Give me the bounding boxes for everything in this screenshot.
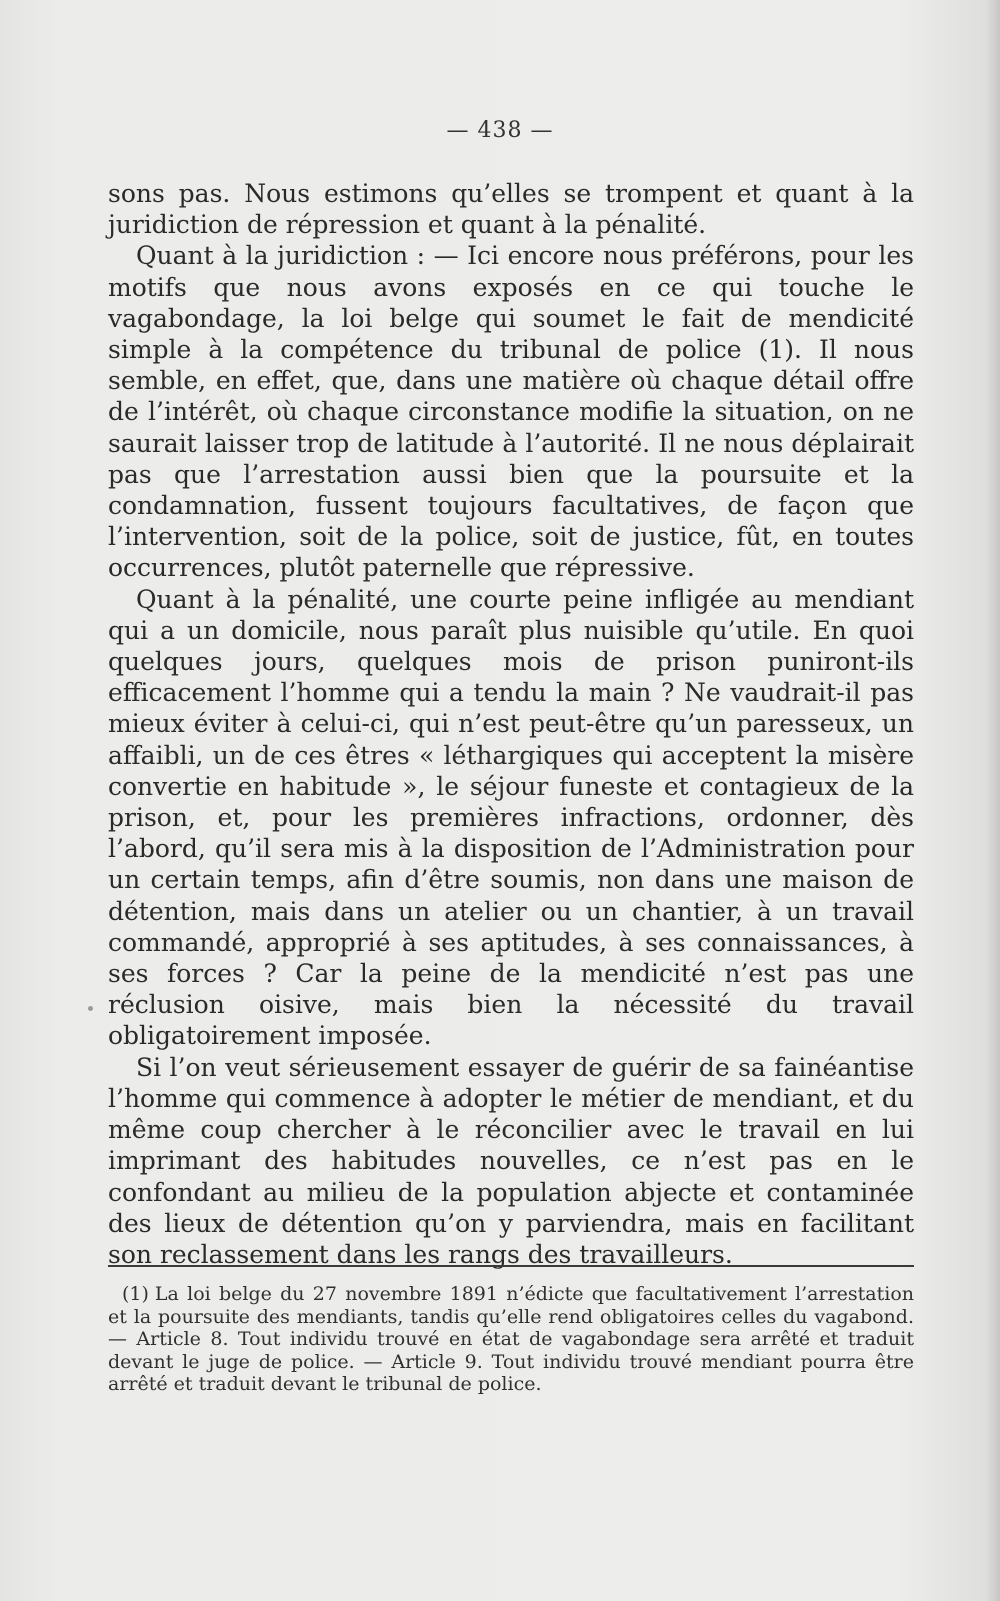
footnote-rule xyxy=(108,1265,914,1267)
footnote-text: La loi belge du 27 novembre 1891 n’édicte que facultativement l’arrestation et la poursuite des mendiants, tandis qu’elle rend obligatoires celles du vagabond. — Article 8. Tout individu trouvé en état de vagabondage sera arrêté et traduit devant le juge de police. — Article 9. Tout individu trouvé mendiant pourra être arrêté et traduit devant le tribunal de police. xyxy=(108,1283,914,1396)
body-text xyxy=(108,178,914,1270)
ink-speck xyxy=(88,1006,93,1011)
paragraph-penalite: Quant à la pénalité, une courte peine infligée au mendiant qui a un domicile, nous paraît plus nuisible qu’utile. En quoi quelques jours, quelques mois de prison puniront-ils efficacement l’homme qui a tendu la main ? Ne vaudrait-il pas mieux éviter à celui-ci, qui n’est peut-être qu’un paresseux, un affaibli, un de ces êtres « léthargiques qui acceptent la misère convertie en habitude », le séjour funeste et contagieux de la prison, et, pour les premières infractions, ordonner, dès l’abord, qu’il sera mis à la disposition de l’Administration pour un certain temps, afin d’être soumis, non dans une maison de détention, mais dans un atelier ou un chantier, à un travail commandé, approprié à ses aptitudes, à ses connaissances, à ses forces ? Car la peine de la mendicité n’est pas une réclusion oisive, mais bien la nécessité du travail obligatoirement imposée. xyxy=(108,584,914,1051)
paragraph-reclassement: Si l’on veut sérieusement essayer de guérir de sa fainéantise l’homme qui commence à adopter le métier de mendiant, et du même coup chercher à le réconcilier avec le travail en lui imprimant des habitudes nouvelles, ce n’est pas en le confondant au milieu de la population abjecte et contaminée des lieux de détention qu’on y parviendra, mais en facilitant son reclassement dans les rangs des travailleurs. xyxy=(108,1052,914,1269)
page-number: — 438 — xyxy=(446,118,554,143)
page-edge-shadow xyxy=(986,0,1000,1601)
footnote xyxy=(108,1283,914,1396)
paragraph-juridiction: Quant à la juridiction : — Ici encore nous préférons, pour les motifs que nous avons exposés en ce qui touche le vagabondage, la loi belge qui soumet le fait de mendicité simple à la compétence du tribunal de police (1). Il nous semble, en effet, que, dans une matière où chaque détail offre de l’intérêt, où chaque circonstance modifie la situation, on ne saurait laisser trop de latitude à l’autorité. Il ne nous déplairait pas que l’arrestation aussi bien que la poursuite et la condamnation, fussent toujours facultatives, de façon que l’intervention, soit de la police, soit de justice, fût, en toutes occurrences, plutôt paternelle que répressive. xyxy=(108,241,914,583)
paragraph-continuation: sons pas. Nous estimons qu’elles se trompent et quant à la juridiction de répression et quant à la pénalité. xyxy=(108,179,914,240)
footnote-marker: (1) xyxy=(122,1283,149,1305)
